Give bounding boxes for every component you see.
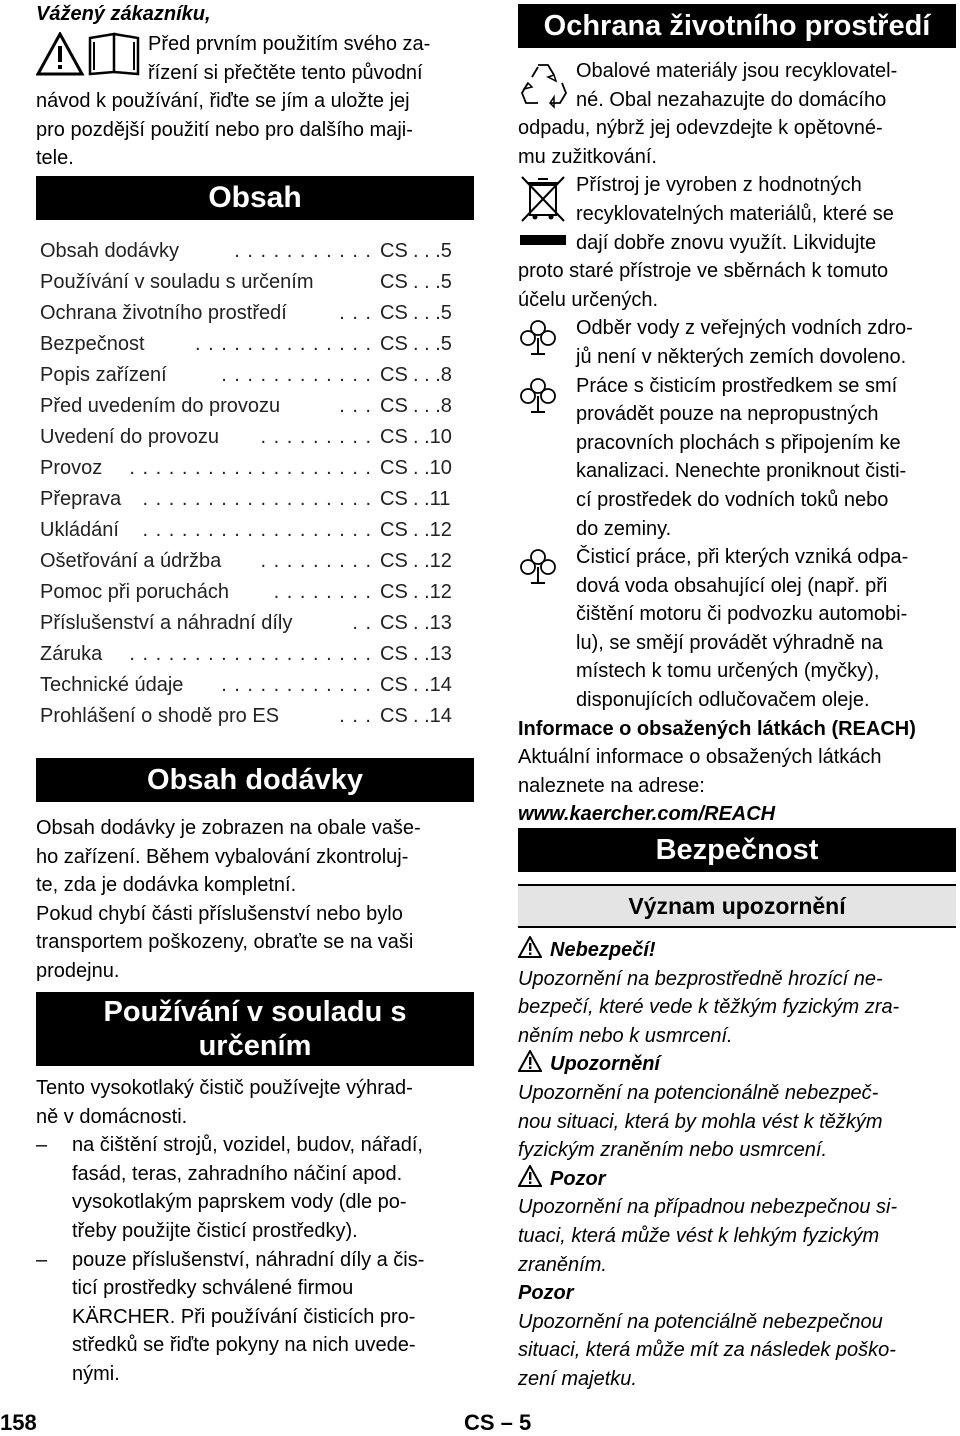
text-line: provádět pouze na nepropustných — [576, 403, 879, 426]
page-section: CS – 5 — [464, 1410, 532, 1435]
water-note — [518, 314, 958, 371]
toc-entry-leader: . . . . . . . . . . . . . . . . . . — [142, 519, 372, 541]
water-tap-icon — [518, 376, 558, 416]
crossed-bin-icon — [518, 173, 568, 253]
toc-entry[interactable] — [40, 236, 476, 267]
toc-entry-leader: . . . . . . . . . . . . . . . . . . — [142, 488, 372, 510]
reach-title: Informace o obsažených látkách (REACH) — [518, 717, 916, 740]
text-line: Upozornění na bezprostředně hrozící ne- — [518, 967, 883, 990]
toc-entry-title: Ošetřování a údržba — [40, 550, 222, 572]
toc-entry-page: . . .8 — [413, 395, 452, 417]
intro-line: řízení si přečtěte tento původní — [148, 61, 423, 84]
toc-entry-language: CS — [380, 488, 408, 510]
text-line: místech k tomu určených (myčky), — [576, 660, 880, 683]
toc-entry-title: Přeprava — [40, 488, 122, 510]
text-line: te, zda je dodávka kompletní. — [36, 874, 297, 897]
text-line: Přístroj je vyroben z hodnotných — [576, 174, 862, 197]
environment-text — [518, 57, 958, 829]
toc-entry-title: Před uvedením do provozu — [40, 395, 281, 417]
text-line: Aktuální informace o obsažených látkách — [518, 746, 882, 769]
warning-triangle-icon — [518, 1165, 542, 1187]
text-line: fasád, teras, zahradního náčiní apod. — [72, 1162, 403, 1185]
text-line: – pouze příslušenství, náhradní díly a čis- — [72, 1248, 425, 1271]
delivery-heading: Obsah dodávky — [36, 758, 474, 802]
toc-entry-language: CS — [380, 550, 408, 572]
toc-entry-page: . .13 — [413, 643, 452, 665]
toc-entry-language: CS — [380, 395, 408, 417]
intro-line: návod k používání, řiďte se jím a uložte jej — [36, 90, 410, 113]
text-line: né. Obal nezahazujte do domácího — [576, 88, 887, 111]
text-line: středků se řiďte pokyny na nich uvede- — [72, 1334, 416, 1357]
oil-note — [518, 543, 958, 715]
text-line: naleznete na adrese: — [518, 774, 705, 797]
text-line: ně v domácnosti. — [36, 1105, 188, 1128]
text-line: Práce s čisticím prostředkem se smí — [576, 374, 898, 397]
text-line: mu zužitkování. — [518, 145, 657, 168]
text-line: recyklovatelných materiálů, které se — [576, 202, 894, 225]
toc-entry[interactable] — [40, 298, 476, 329]
safety-text — [518, 936, 958, 1394]
toc-entry-title: Obsah dodávky — [40, 240, 179, 262]
text-line: Obsah dodávky je zobrazen na obale vaše- — [36, 817, 421, 839]
text-line: dají dobře znovu využít. Likvidujte — [576, 231, 877, 254]
text-line: bezpečí, které vede k těžkým fyzickým zra- — [518, 996, 900, 1019]
list-item — [36, 1131, 476, 1245]
toc-entry-page: . .14 — [413, 674, 452, 696]
text-line: zraněním. — [518, 1253, 607, 1276]
warning-label-text: Upozornění — [550, 1053, 660, 1076]
manual-book-icon — [90, 34, 138, 74]
heading-line: Používání v souladu s — [103, 996, 407, 1028]
text-line: KÄRCHER. Při používání čisticích pro- — [72, 1305, 416, 1328]
text-line: do zeminy. — [576, 517, 672, 540]
toc-entry-leader: . . . . . . . . . . . . — [221, 364, 372, 386]
toc-entry-title: Bezpečnost — [40, 333, 145, 355]
toc-entry-title: Záruka — [40, 643, 103, 665]
toc-entry-page: . .13 — [413, 612, 452, 634]
water-tap-icon — [518, 318, 558, 358]
text-line: něním nebo k usmrcení. — [518, 1024, 733, 1047]
toc-entry[interactable] — [40, 422, 476, 453]
toc-entry[interactable] — [40, 329, 476, 360]
warning-triangle-icon — [518, 1050, 542, 1072]
toc-entry-title: Popis zařízení — [40, 364, 167, 386]
text-line: Upozornění na potencionálně nebezpeč- — [518, 1081, 879, 1104]
toc-entry-leader: . . . . . . . . . . . . . . . . . . . — [129, 643, 372, 665]
list-item — [36, 1246, 476, 1389]
text-line: ho zařízení. Během vybalování zkontroluj- — [36, 845, 409, 868]
toc-entry-page: . .12 — [413, 550, 452, 572]
toc-entry-language: CS — [380, 457, 408, 479]
intro-icons — [36, 32, 142, 76]
text-line: odpadu, nýbrž jej odevzdejte k opětovné- — [518, 117, 883, 140]
toc-entry-page: . . .5 — [413, 240, 452, 262]
intended-use-text — [36, 1074, 476, 1389]
toc-entry-title: Ochrana životního prostředí — [40, 302, 287, 324]
toc-entry-language: CS — [380, 364, 408, 386]
greeting: Vážený zákazníku, — [36, 3, 211, 25]
toc-entry[interactable] — [40, 577, 476, 608]
toc-entry-leader: . . . — [339, 302, 372, 324]
warning-label — [518, 936, 958, 965]
toc-entry-language: CS — [380, 240, 408, 262]
text-line: Tento vysokotlaký čistič používejte výhrad- — [36, 1077, 413, 1099]
disposal-note — [518, 171, 958, 314]
text-line: jů není v některých zemích dovoleno. — [576, 345, 907, 368]
page-number: 158 — [0, 1410, 37, 1435]
toc-entry[interactable] — [40, 360, 476, 391]
toc-entry[interactable] — [40, 515, 476, 546]
toc-entry-title: Technické údaje — [40, 674, 184, 696]
safety-heading: Bezpečnost — [518, 828, 956, 872]
text-line: Odběr vody z veřejných vodních zdro- — [576, 317, 913, 340]
toc-entry-title: Pomoc při poruchách — [40, 581, 229, 603]
text-line: Čisticí práce, při kterých vzniká odpa- — [576, 546, 909, 569]
toc-entry[interactable] — [40, 546, 476, 577]
toc-entry-page: . .12 — [413, 581, 452, 603]
toc-entry-language: CS — [380, 333, 408, 355]
packaging-note — [518, 57, 958, 171]
text-line: ticí prostředky schválené firmou — [72, 1277, 354, 1300]
toc-entry-page: . .10 — [413, 457, 452, 479]
text-line: kanalizaci. Nenechte proniknout čisti- — [576, 460, 907, 483]
warning-label-text: Nebezpečí! — [550, 939, 656, 961]
text-line: lu), se smějí provádět výhradně na — [576, 631, 883, 654]
text-line: třeby použijte čisticí prostředky). — [72, 1219, 358, 1242]
toc-entry-language: CS — [380, 643, 408, 665]
toc-entry-leader: . . . . . . . . . — [260, 426, 372, 448]
toc-entry-leader: . . — [352, 612, 372, 634]
text-line: cí prostředek do vodních toků nebo — [576, 488, 889, 511]
toc-entry[interactable] — [40, 670, 476, 701]
toc-entry-page: . . .8 — [413, 364, 452, 386]
text-line: situaci, která může mít za následek poško- — [518, 1339, 896, 1362]
text-line: Obalové materiály jsou recyklovatel- — [576, 60, 898, 82]
toc-entry-page: . .10 — [413, 426, 452, 448]
environment-heading: Ochrana životního prostředí — [518, 4, 956, 48]
warning-label — [518, 1050, 958, 1079]
intro — [36, 30, 474, 173]
text-line: vysokotlakým paprskem vody (dle po- — [72, 1191, 407, 1214]
toc-entry-language: CS — [380, 426, 408, 448]
text-line: tuaci, která může vést k lehkým fyzickým — [518, 1224, 880, 1247]
water-tap-icon — [518, 547, 558, 587]
toc-entry-leader: . . . . . . . . . . . . . . — [194, 333, 372, 355]
toc-entry-leader: . . . . . . . . . . . . — [221, 674, 372, 696]
toc-entry[interactable] — [40, 391, 476, 422]
toc-entry[interactable] — [40, 484, 476, 515]
toc-entry-title: Prohlášení o shodě pro ES — [40, 705, 280, 727]
toc-entry-page: . .14 — [413, 705, 452, 727]
toc-entry[interactable] — [40, 701, 476, 732]
toc-entry-title: Uvedení do provozu — [40, 426, 220, 448]
recycle-icon — [518, 59, 570, 111]
toc-entry-language: CS — [380, 519, 408, 541]
heading-line: určením — [198, 1030, 312, 1062]
toc-entry-language: CS — [380, 581, 408, 603]
intro-line: pro pozdější použití nebo pro dalšího maji- — [36, 118, 413, 141]
text-line: dová voda obsahující olej (např. při — [576, 574, 888, 597]
toc-entry-language: CS — [380, 271, 408, 293]
toc-entry[interactable] — [40, 639, 476, 670]
toc-entry-leader: . . . . . . . . — [273, 581, 372, 603]
warning-triangle-icon — [36, 32, 142, 76]
toc-entry-language: CS — [380, 705, 408, 727]
table-of-contents — [40, 236, 476, 732]
text-line: proto staré přístroje ve sběrnách k tomuto — [518, 260, 889, 283]
toc-entry[interactable] — [40, 267, 476, 298]
text-line: nou situaci, která by mohla vést k těžkým — [518, 1110, 883, 1133]
text-line: čištění motoru či podvozku automobi- — [576, 603, 908, 626]
toc-entry-title: Provoz — [40, 457, 103, 479]
toc-entry-page: . . .5 — [413, 302, 452, 324]
reach-link[interactable]: www.kaercher.com/REACH — [518, 803, 776, 826]
text-line: fyzickým zraněním nebo usmrcení. — [518, 1139, 827, 1162]
toc-entry-page: . .11 — [413, 488, 451, 510]
text-line: zení majetku. — [518, 1367, 637, 1390]
delivery-text — [36, 814, 476, 986]
toc-entry[interactable] — [40, 608, 476, 639]
toc-entry-page: . . .5 — [413, 333, 452, 355]
safety-subheading: Význam upozornění — [518, 884, 956, 928]
intended-use-heading — [36, 992, 474, 1066]
text-line: Upozornění na potenciálně nebezpečnou — [518, 1310, 883, 1333]
warning-label — [518, 1165, 958, 1194]
text-line: účelu určených. — [518, 288, 659, 311]
text-line: – na čištění strojů, vozidel, budov, nářadí, — [72, 1134, 423, 1157]
toc-entry[interactable] — [40, 453, 476, 484]
intro-line: tele. — [36, 147, 74, 170]
toc-entry-leader: . . . — [339, 705, 372, 727]
toc-entry-title: Ukládání — [40, 519, 119, 541]
warning-label-text: Pozor — [550, 1167, 606, 1190]
toc-entry-leader: . . . . . . . . . . . — [234, 240, 372, 262]
text-line: nými. — [72, 1362, 120, 1385]
toc-entry-leader: . . . . . . . . . — [260, 550, 372, 572]
text-line: pracovních plochách s připojením ke — [576, 431, 901, 454]
toc-entry-title: Příslušenství a náhradní díly — [40, 612, 293, 634]
text-line: prodejnu. — [36, 959, 120, 982]
text-line: disponujících odlučovačem oleje. — [576, 689, 870, 712]
text-line: Upozornění na případnou nebezpečnou si- — [518, 1196, 898, 1219]
note-label: Pozor — [518, 1282, 574, 1305]
toc-entry-title: Používání v souladu s určením — [40, 271, 314, 293]
toc-entry-language: CS — [380, 674, 408, 696]
warning-triangle-icon — [518, 936, 542, 958]
intro-line: Před prvním použitím svého za- — [148, 33, 431, 55]
text-line: Pokud chybí části příslušenství nebo bylo — [36, 902, 403, 925]
toc-entry-leader: . . . . . . . . . . . . . . . . . . . — [129, 457, 372, 479]
toc-entry-page: . . .5 — [413, 271, 452, 293]
toc-heading: Obsah — [36, 176, 474, 220]
detergent-note — [518, 372, 958, 544]
toc-entry-language: CS — [380, 612, 408, 634]
toc-entry-leader: . . . — [339, 395, 372, 417]
text-line: transportem poškozeny, obraťte se na vaši — [36, 931, 414, 954]
toc-entry-page: . .12 — [413, 519, 452, 541]
toc-entry-language: CS — [380, 302, 408, 324]
